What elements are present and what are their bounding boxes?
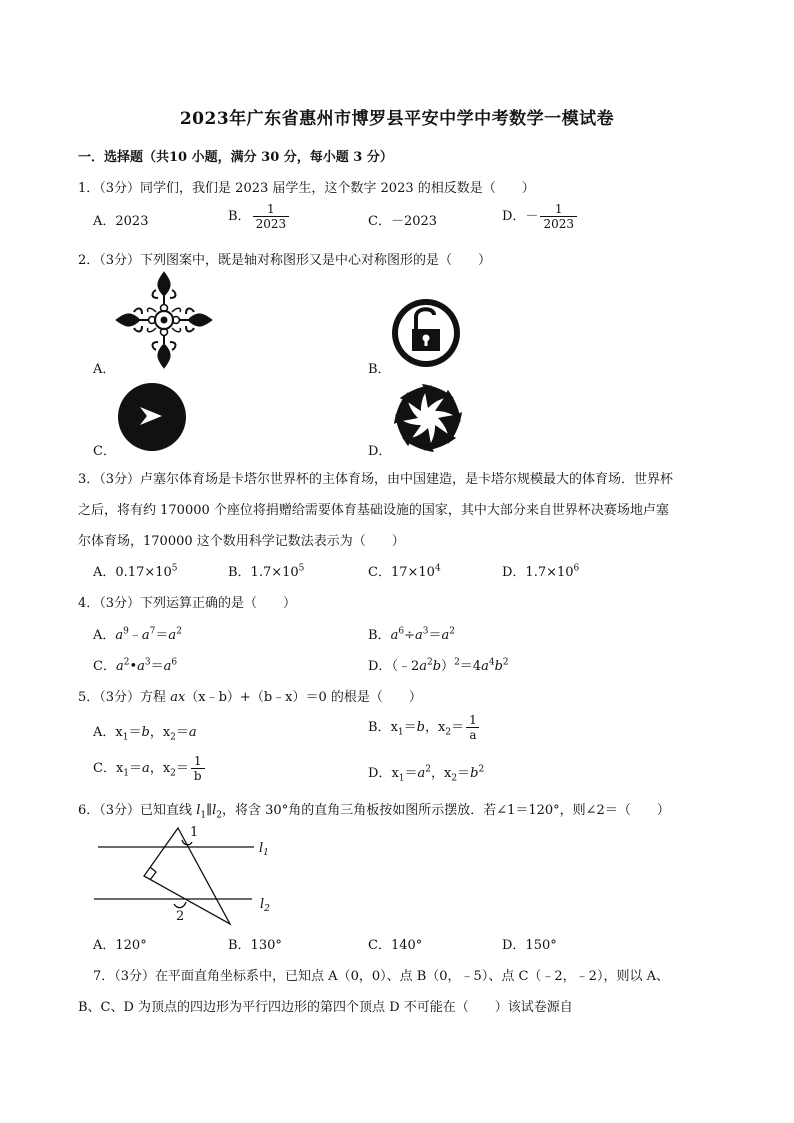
- question-1-stem: 1．（3分）同学们，我们是 2023 届学生，这个数字 2023 的相反数是（ ）: [78, 181, 535, 196]
- question-4-stem: 4．（3分）下列运算正确的是（ ）: [78, 596, 297, 611]
- q4-option-d: D．$(﹣2a^2b)^2=4a^4b^2$: [368, 657, 509, 674]
- q1-option-c: C．－2023: [368, 214, 438, 229]
- q6-option-d: D．150°: [502, 938, 557, 953]
- section-heading: 一．选择题（共10 小题，满分 30 分，每小题 3 分）: [78, 150, 393, 165]
- q1-option-d: D．－ $\frac{1}{2023}$: [502, 202, 579, 231]
- q3-option-a: A．$0.17\times 10^5$: [93, 563, 178, 580]
- q1-option-b: B． $\frac{1}{2023}$: [228, 202, 291, 231]
- q1-option-a: A．2023: [93, 214, 149, 229]
- q5-option-c: C．$x_1=a$，$x_2=$ $\frac{1}{b}$: [93, 754, 207, 783]
- q2-figure-c-arrow-icon: [117, 382, 187, 452]
- fraction: $\frac{1}{2023}$: [253, 202, 290, 231]
- q5-option-d: D．$x_1=a^2$，$x_2=b^2$: [368, 764, 485, 784]
- line-l2-label: $l_2$: [260, 897, 270, 914]
- question-2-stem: 2．（3分）下列图案中，既是轴对称图形又是中心对称图形的是（ ）: [78, 253, 492, 268]
- question-7-line-2: B、C、D 为顶点的四边形为平行四边形的第四个顶点 D 不可能在（ ）该试卷源自: [78, 1000, 573, 1015]
- q5-option-b: B．$x_1=b$，$x_2=$ $\frac{1}{a}$: [368, 713, 482, 742]
- q3-option-c: C．$17\times 10^4$: [368, 563, 441, 580]
- q2-figure-b-unlock-icon: [390, 297, 462, 369]
- q3-option-b: B．$1.7\times 10^5$: [228, 563, 305, 580]
- q6-parallel-lines-triangle-figure: [92, 822, 282, 932]
- q2-option-a: A．: [93, 362, 116, 377]
- q4-option-a: A．$a^9﹣a^7=a^2$: [93, 626, 182, 643]
- fraction: $\frac{1}{2023}$: [540, 202, 577, 231]
- q5-option-a: A．$x_1=b$，$x_2=a$: [93, 725, 197, 743]
- q6-option-c: C．140°: [368, 938, 423, 953]
- q4-option-b: B．$a^6\div a^3=a^2$: [368, 626, 455, 643]
- line-l1-label: $l_1$: [259, 841, 269, 858]
- angle-1-label: 1: [190, 825, 199, 840]
- q2-figure-a-ornament: [112, 270, 216, 370]
- question-3-line-3: 尔体育场，170000 这个数用科学记数法表示为（ ）: [78, 534, 405, 549]
- q6-option-b: B．130°: [228, 938, 282, 953]
- q2-option-c: C．: [93, 444, 116, 459]
- q6-option-a: A．120°: [93, 938, 147, 953]
- question-3-line-1: 3．（3分）卢塞尔体育场是卡塔尔世界杯的主体育场，由中国建造，是卡塔尔规模最大的体育场．世界杯: [78, 472, 674, 487]
- q2-figure-d-swirl-icon: [391, 381, 465, 455]
- question-6-stem: 6．（3分）已知直线 $l_1\parallel l_2$，将含 30°角的直角三角板按如图所示摆放．若∠1＝120°，则∠2＝（ ）: [78, 803, 670, 821]
- question-5-stem: 5．（3分）方程 ax（x﹣b）+（b﹣x）＝0 的根是（ ）: [78, 690, 422, 705]
- fraction: $\frac{1}{b}$: [191, 754, 205, 783]
- q4-option-c: C．$a^2•a^3=a^6$: [93, 657, 178, 674]
- question-3-line-2: 之后，将有约 170000 个座位将捐赠给需要体育基础设施的国家，其中大部分来自世界杯决赛场地卢塞: [78, 503, 669, 518]
- q3-option-d: D．$1.7\times 10^6$: [502, 563, 580, 580]
- question-7-line-1: 7．（3分）在平面直角坐标系中，已知点 A（0，0）、点 B（0，﹣5）、点 C（﹣2，﹣2），则以 A、: [93, 969, 669, 984]
- angle-2-label: 2: [176, 909, 185, 924]
- fraction: $\frac{1}{a}$: [466, 713, 480, 742]
- page-title: 2023年广东省惠州市博罗县平安中学中考数学一模试卷: [179, 109, 615, 129]
- q2-option-d: D．: [368, 444, 392, 459]
- q2-option-b: B．: [368, 362, 391, 377]
